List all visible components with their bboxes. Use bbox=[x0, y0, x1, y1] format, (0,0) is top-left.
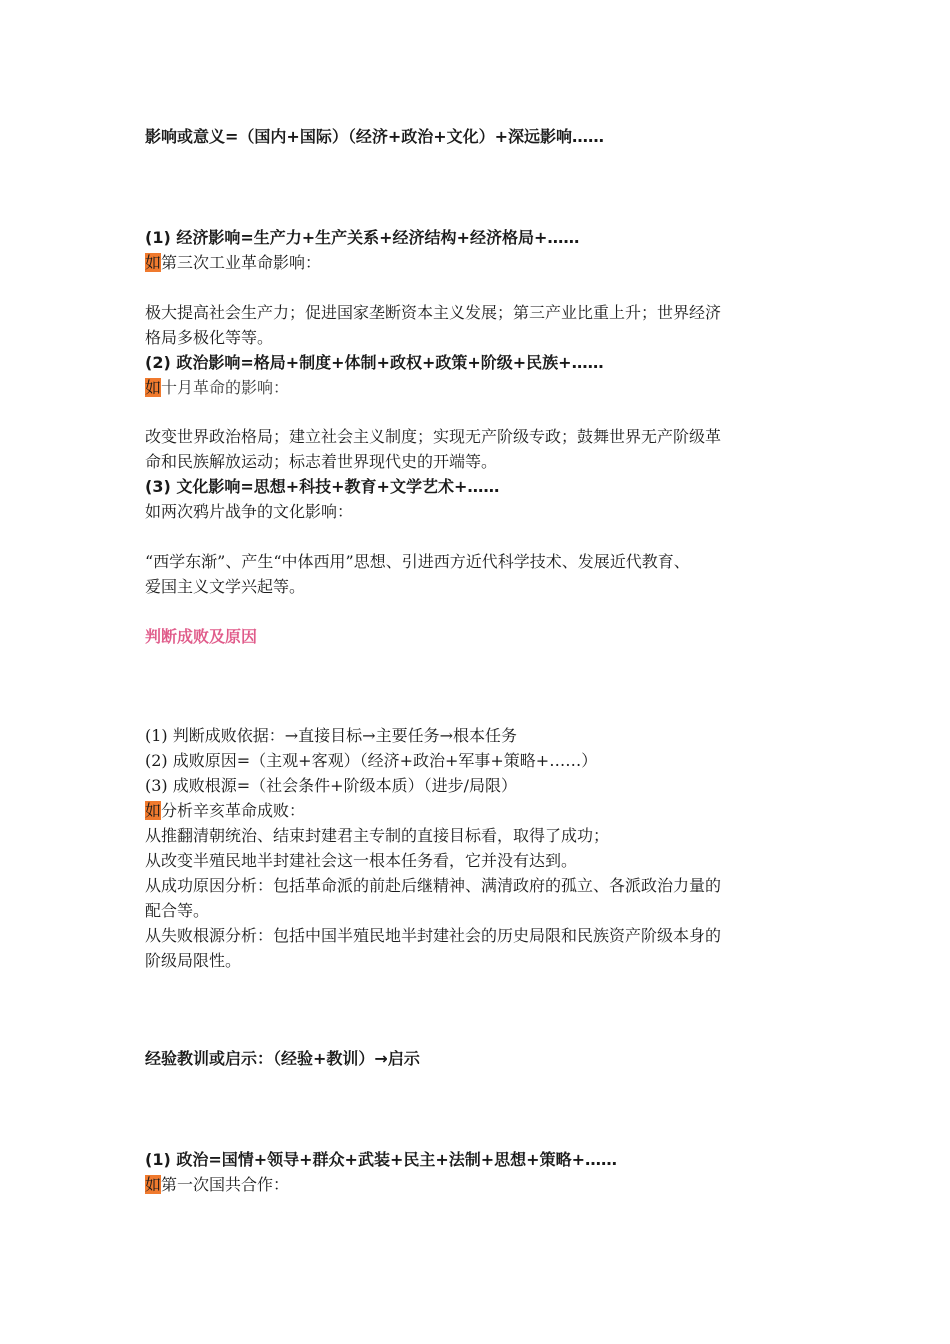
success-line-4a: 从失败根源分析：包括中国半殖民地半封建社会的历史局限和民族资产阶级本身的 bbox=[145, 926, 722, 945]
success-line-3b: 配合等。 bbox=[145, 901, 210, 920]
economic-body-line-2: 格局多极化等等。 bbox=[145, 328, 274, 347]
economic-impact-title: (1) 经济影响=生产力+生产关系+经济结构+经济格局+…… bbox=[145, 228, 580, 247]
political-body-line-2: 命和民族解放运动；标志着世界现代史的开端等。 bbox=[145, 452, 498, 471]
success-line-1: 从推翻清朝统治、结束封建君主专制的直接目标看，取得了成功； bbox=[145, 826, 610, 845]
impact-heading: 影响或意义=（国内+国际）（经济+政治+文化）+深远影响…… bbox=[145, 127, 605, 146]
success-item-1: (1) 判断成败依据：→直接目标→主要任务→根本任务 bbox=[145, 726, 517, 745]
example-intro: 两次鸦片战争的文化影响： bbox=[161, 502, 354, 521]
example-marker: 如 bbox=[145, 1175, 162, 1194]
success-heading: 判断成败及原因 bbox=[145, 627, 258, 646]
cultural-example-line bbox=[145, 499, 810, 524]
lessons-item-1: (1) 政治=国情+领导+群众+武装+民主+法制+思想+策略+…… bbox=[145, 1150, 617, 1169]
example-marker: 如 bbox=[145, 378, 162, 397]
political-impact-title: (2) 政治影响=格局+制度+体制+政权+政策+阶级+民族+…… bbox=[145, 353, 604, 372]
example-intro: 十月革命的影响： bbox=[161, 378, 290, 397]
example-marker: 如 bbox=[145, 801, 162, 820]
political-body-line-1: 改变世界政治格局；建立社会主义制度；实现无产阶级专政；鼓舞世界无产阶级革 bbox=[145, 427, 722, 446]
example-intro: 第三次工业革命影响： bbox=[161, 253, 322, 272]
lessons-heading: 经验教训或启示：（经验+教训）→启示 bbox=[145, 1049, 420, 1068]
success-line-3a: 从成功原因分析：包括革命派的前赴后继精神、满清政府的孤立、各派政治力量的 bbox=[145, 876, 722, 895]
cultural-body-line-2: 爱国主义文学兴起等。 bbox=[145, 577, 306, 596]
example-marker: 如 bbox=[145, 253, 162, 272]
cultural-body-line-1: “西学东渐”、产生“中体西用”思想、引进西方近代科学技术、发展近代教育、 bbox=[145, 552, 690, 571]
success-line-2: 从改变半殖民地半封建社会这一根本任务看，它并没有达到。 bbox=[145, 851, 578, 870]
lessons-example-line bbox=[145, 1172, 810, 1197]
economic-body-line-1: 极大提高社会生产力；促进国家垄断资本主义发展；第三产业比重上升；世界经济 bbox=[145, 303, 722, 322]
success-line-4b: 阶级局限性。 bbox=[145, 951, 242, 970]
example-intro: 第一次国共合作： bbox=[161, 1175, 290, 1194]
success-item-2: (2) 成败原因=（主观+客观）（经济+政治+军事+策略+……） bbox=[145, 751, 598, 770]
political-example-line bbox=[145, 375, 810, 400]
economic-example-line bbox=[145, 250, 810, 275]
example-marker: 如 bbox=[145, 502, 162, 521]
example-intro: 分析辛亥革命成败： bbox=[161, 801, 306, 820]
success-example-line bbox=[145, 798, 810, 823]
success-item-3: (3) 成败根源=（社会条件+阶级本质）（进步/局限） bbox=[145, 776, 517, 795]
cultural-impact-title: (3) 文化影响=思想+科技+教育+文学艺术+…… bbox=[145, 477, 500, 496]
